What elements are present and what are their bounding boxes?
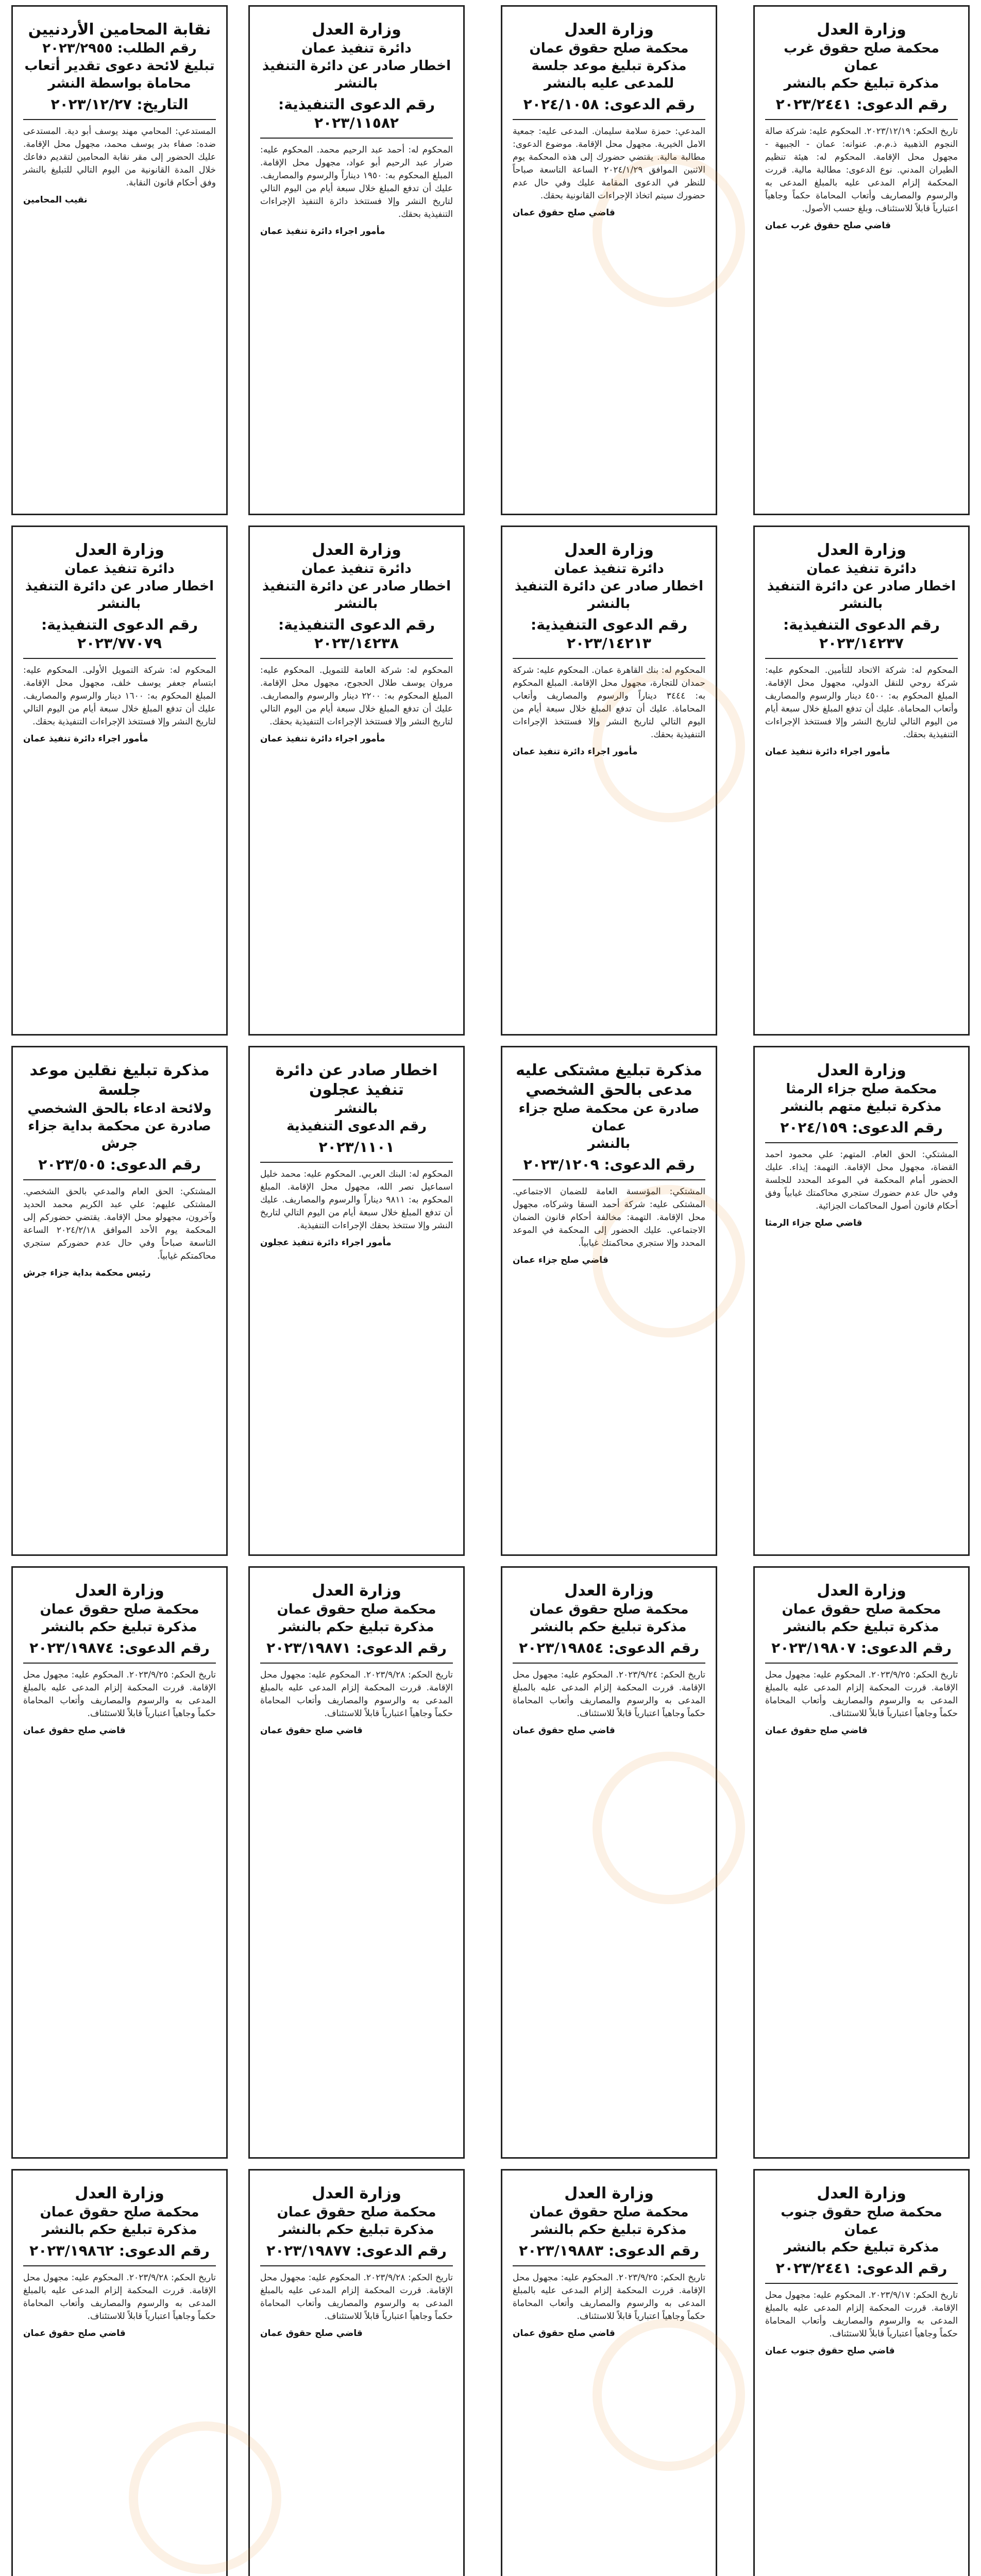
divider xyxy=(23,119,216,120)
notice-signer: مأمور اجراء دائرة تنفيذ عمان xyxy=(260,226,385,236)
notice-heading: وزارة العدل xyxy=(312,541,401,559)
notice-court: دائرة تنفيذ عمان xyxy=(64,561,175,577)
notice-signer: قاضي صلح حقوق عمان xyxy=(513,208,615,218)
notice-box xyxy=(753,2169,970,2576)
notice-box xyxy=(11,1046,228,1556)
notice-heading: نقابة المحامين الأردنيين xyxy=(28,21,211,39)
notice-type: مذكرة تبليغ موعد جلسة للمدعى عليه بالنشر xyxy=(531,58,687,91)
notice-case-number: ٢٠٢٣/١١٠١ xyxy=(318,1139,395,1156)
notice-court: صادرة عن محكمة صلح جزاء عمان xyxy=(518,1101,700,1134)
divider xyxy=(260,1162,453,1163)
divider xyxy=(513,1179,705,1180)
notice-type: مذكرة تبليغ حكم بالنشر xyxy=(784,2240,939,2255)
notice-court: محكمة صلح حقوق عمان xyxy=(529,41,689,56)
notice-case-number: رقم الدعوى: ٢٠٢٣/١٢٠٩ xyxy=(523,1156,695,1173)
notice-court: محكمة صلح حقوق عمان xyxy=(529,2205,689,2220)
notice-court: محكمة صلح حقوق عمان xyxy=(40,2205,199,2220)
notice-case-number: رقم الدعوى: ٢٠٢٣/١٩٨٨٣ xyxy=(519,2242,699,2259)
notice-heading: وزارة العدل xyxy=(564,541,654,559)
divider xyxy=(260,2265,453,2266)
notice-case-number: رقم الدعوى التنفيذية: ٢٠٢٣/٧٧٠٧٩ xyxy=(41,616,198,652)
divider xyxy=(513,2265,705,2266)
notice-case-number: رقم الدعوى التنفيذية: ٢٠٢٣/١٤٢٣٧ xyxy=(783,616,940,652)
notice-type: مذكرة تبليغ حكم بالنشر xyxy=(531,1619,687,1635)
notice-body-text: المحكوم له: شركة العامة للتمويل. المحكوم عليه: مروان يوسف طلال الحجوج، مجهول محل الإقامة. المبلغ المحكوم به: ٢٢٠٠ دينار والرسوم والمصاريف. عليك أن تدفع المبلغ خلال سبعة أيام من اليوم التالي لتاريخ النشر وإلا فستتخذ الإجراءات التنفيذية بحقك. xyxy=(260,665,453,727)
divider xyxy=(23,1663,216,1664)
notice-heading: وزارة العدل xyxy=(817,541,906,559)
notice-heading: وزارة العدل xyxy=(312,1582,401,1600)
notice-signer: قاضي صلح حقوق عمان xyxy=(513,2328,615,2338)
notice-box xyxy=(11,5,228,515)
watermark-ring-icon xyxy=(593,1185,745,1337)
notice-body-text: تاريخ الحكم: ٢٠٢٣/٩/٢٥. المحكوم عليه: مجهول محل الإقامة. قررت المحكمة إلزام المدعى عليه بالمبلغ المدعى به والرسوم والمصاريف وأتعاب المحاماة حكماً وجاهياً اعتبارياً قابلاً للاستئناف. xyxy=(765,1670,958,1719)
notice-court: دائرة تنفيذ عمان xyxy=(301,561,412,577)
notice-body-text: المحكوم له: أحمد عبد الرحيم محمد. المحكوم عليه: ضرار عبد الرحيم أبو عواد، مجهول محل الإقامة. المبلغ المحكوم به: ١٩٥٠ ديناراً والرسوم والمصاريف. عليك أن تدفع المبلغ خلال سبعة أيام من اليوم التالي لتاريخ النشر وإلا فستتخذ دائرة التنفيذ الإجراءات التنفيذية بحقك. xyxy=(260,145,453,219)
notice-case-number: رقم الدعوى: ٢٠٢٣/١٩٨٦٢ xyxy=(29,2242,210,2259)
notice-body-text: المحكوم له: بنك القاهرة عمان. المحكوم عليه: شركة حمدان للتجارة، مجهول محل الإقامة. المبلغ المحكوم به: ٣٤٤٤ ديناراً والرسوم والمصاريف وأتعاب المحاماة. عليك أن تدفع المبلغ خلال سبعة أيام من اليوم التالي لتاريخ النشر وإلا فستتخذ الإجراءات التنفيذية بحقك. xyxy=(513,665,705,740)
notice-signer: مأمور اجراء دائرة تنفيذ عمان xyxy=(765,747,890,757)
notice-body-text: المشتكي: الحق العام والمدعي بالحق الشخصي. المشتكى عليهم: علي عبد الكريم محمد الحديد وآخرون، مجهولو محل الإقامة. يقتضي حضوركم إلى المحكمة يوم الأحد الموافق ٢٠٢٤/٢/١٨ الساعة التاسعة صباحاً وفي حال عدم حضوركم ستجري محاكمتكم غيابياً. xyxy=(23,1187,216,1261)
notice-type: مذكرة تبليغ حكم بالنشر xyxy=(42,1619,197,1635)
watermark-ring-icon xyxy=(593,670,745,822)
notice-heading: وزارة العدل xyxy=(75,1582,164,1600)
notice-type: اخطار صادر عن دائرة التنفيذ بالنشر xyxy=(262,579,451,612)
notice-court: دائرة تنفيذ عمان xyxy=(301,41,412,56)
notice-type: اخطار صادر عن دائرة التنفيذ بالنشر xyxy=(767,579,956,612)
divider xyxy=(23,2265,216,2266)
notice-court: محكمة صلح حقوق جنوب عمان xyxy=(781,2205,942,2238)
notice-body-text: تاريخ الحكم: ٢٠٢٣/٩/٢٨. المحكوم عليه: مجهول محل الإقامة. قررت المحكمة إلزام المدعى عليه بالمبلغ المدعى به والرسوم والمصاريف وأتعاب المحاماة حكماً وجاهياً اعتبارياً قابلاً للاستئناف. xyxy=(23,2273,216,2321)
notice-signer: قاضي صلح جزاء عمان xyxy=(513,1255,608,1265)
notice-box xyxy=(248,5,465,515)
notice-signer: نقيب المحامين xyxy=(23,195,88,205)
notice-box xyxy=(11,526,228,1036)
notice-body-text: المستدعي: المحامي مهند يوسف أبو دية. المستدعى ضده: صفاء بدر يوسف محمد، مجهول محل الإقامة. عليك الحضور إلى مقر نقابة المحامين لتقديم دفاعك خلال المدة القانونية من اليوم التالي للتبليغ بالنشر وفق أحكام قانون النقابة. xyxy=(23,126,216,188)
notice-court: محكمة صلح حقوق عمان xyxy=(529,1602,689,1617)
notice-box xyxy=(11,1566,228,2159)
watermark-ring-icon xyxy=(593,2318,745,2471)
notice-case-number: رقم الدعوى: ٢٠٢٣/١٩٨٧٤ xyxy=(29,1639,210,1656)
notice-body-text: المحكوم له: شركة الاتحاد للتأمين. المحكوم عليه: شركة روحي للنقل الدولي، مجهول محل الإقامة. المبلغ المحكوم به: ٤٥٠٠ دينار والرسوم والمصاريف وأتعاب المحاماة. عليك أن تدفع المبلغ خلال سبعة أيام من اليوم التالي لتاريخ النشر وإلا فستتخذ الإجراءات التنفيذية بحقك. xyxy=(765,665,958,740)
notice-type: مذكرة تبليغ حكم بالنشر xyxy=(42,2222,197,2238)
notice-heading: اخطار صادر عن دائرة تنفيذ عجلون xyxy=(275,1061,438,1099)
notice-case-number: رقم الدعوى التنفيذية: ٢٠٢٣/١٤٢١٣ xyxy=(531,616,687,652)
notice-heading: وزارة العدل xyxy=(564,1582,654,1600)
notice-box xyxy=(753,1046,970,1556)
notice-signer: مأمور اجراء دائرة تنفيذ عمان xyxy=(23,734,148,744)
notice-type: صادرة عن محكمة بداية جزاء جرش xyxy=(28,1118,211,1151)
notice-type: اخطار صادر عن دائرة التنفيذ بالنشر xyxy=(25,579,214,612)
notice-case-number: رقم الدعوى التنفيذية: ٢٠٢٣/١١٥٨٢ xyxy=(278,96,435,131)
notice-signer: قاضي صلح حقوق عمان xyxy=(260,2328,363,2338)
notice-body-text: المشتكي: الحق العام. المتهم: علي محمود احمد القضاة، مجهول محل الإقامة. التهمة: إيذاء. عليك الحضور أمام المحكمة في الموعد المحدد للجلسة وفي حال عدم حضورك ستجري محاكمتك غيابياً وفق أحكام قانون أصول المحاكمات الجزائية. xyxy=(765,1149,958,1211)
divider xyxy=(765,119,958,120)
notice-court: رقم الطلب: ٢٠٢٣/٢٩٥٥ xyxy=(42,41,197,56)
notice-signer: رئيس محكمة بداية جزاء جرش xyxy=(23,1268,151,1278)
notice-court: بالنشر xyxy=(335,1101,378,1116)
divider xyxy=(23,658,216,659)
divider xyxy=(765,1663,958,1664)
notice-body-text: تاريخ الحكم: ٢٠٢٣/٩/٢٤. المحكوم عليه: مجهول محل الإقامة. قررت المحكمة إلزام المدعى عليه بالمبلغ المدعى به والرسوم والمصاريف وأتعاب المحاماة حكماً وجاهياً اعتبارياً قابلاً للاستئناف. xyxy=(513,1670,705,1719)
divider xyxy=(260,658,453,659)
notice-signer: قاضي صلح حقوق جنوب عمان xyxy=(765,2346,895,2356)
notice-heading: وزارة العدل xyxy=(817,1582,906,1600)
notice-heading: وزارة العدل xyxy=(75,541,164,559)
notice-case-number: رقم الدعوى: ٢٠٢٣/١٩٨٧٧ xyxy=(266,2242,447,2259)
notice-type: مذكرة تبليغ حكم بالنشر xyxy=(279,1619,434,1635)
notice-body-text: تاريخ الحكم: ٢٠٢٣/٩/٢٨. المحكوم عليه: مجهول محل الإقامة. قررت المحكمة إلزام المدعى عليه بالمبلغ المدعى به والرسوم والمصاريف وأتعاب المحاماة حكماً وجاهياً اعتبارياً قابلاً للاستئناف. xyxy=(260,1670,453,1719)
notice-court: محكمة صلح حقوق غرب عمان xyxy=(784,41,939,74)
notice-box xyxy=(248,1046,465,1556)
notice-case-number: رقم الدعوى التنفيذية: ٢٠٢٣/١٤٢٣٨ xyxy=(278,616,435,652)
notice-signer: مأمور اجراء دائرة تنفيذ عمان xyxy=(260,734,385,744)
notice-court: ولائحة ادعاء بالحق الشخصي xyxy=(27,1101,212,1116)
notice-signer: قاضي صلح حقوق عمان xyxy=(765,1725,868,1736)
notice-case-number: رقم الدعوى: ٢٠٢٣/٢٤٤١ xyxy=(775,2260,948,2277)
notice-court: محكمة صلح حقوق عمان xyxy=(277,1602,436,1617)
notice-heading: مذكرة تبليغ مشتكى عليه مدعى بالحق الشخصي xyxy=(516,1061,702,1099)
divider xyxy=(513,658,705,659)
notice-body-text: تاريخ الحكم: ٢٠٢٣/٩/١٧. المحكوم عليه: مجهول محل الإقامة. قررت المحكمة إلزام المدعى عليه بالمبلغ المدعى به والرسوم والمصاريف وأتعاب المحاماة حكماً وجاهياً اعتبارياً قابلاً للاستئناف. xyxy=(765,2290,958,2339)
notice-type: مذكرة تبليغ حكم بالنشر xyxy=(531,2222,687,2238)
notice-case-number: رقم الدعوى: ٢٠٢٣/١٩٨٠٧ xyxy=(771,1639,952,1656)
notice-heading: وزارة العدل xyxy=(817,1061,906,1079)
notice-type: اخطار صادر عن دائرة التنفيذ بالنشر xyxy=(514,579,704,612)
notice-court: محكمة صلح حقوق عمان xyxy=(277,2205,436,2220)
notice-heading: وزارة العدل xyxy=(564,2184,654,2202)
notice-box xyxy=(753,526,970,1036)
notice-case-number: رقم الدعوى: ٢٠٢٣/١٩٨٥٤ xyxy=(519,1639,699,1656)
notice-heading: وزارة العدل xyxy=(312,2184,401,2202)
notice-court: دائرة تنفيذ عمان xyxy=(806,561,917,577)
notice-type: اخطار صادر عن دائرة التنفيذ بالنشر xyxy=(262,58,451,91)
notice-case-number: رقم الدعوى: ٢٠٢٣/٢٤٤١ xyxy=(775,96,948,113)
watermark-ring-icon xyxy=(593,1752,745,1904)
notice-heading: وزارة العدل xyxy=(817,21,906,39)
divider xyxy=(260,138,453,139)
notice-heading: وزارة العدل xyxy=(75,2184,164,2202)
notice-type: رقم الدعوى التنفيذية xyxy=(286,1118,427,1134)
notice-heading: وزارة العدل xyxy=(817,2184,906,2202)
notice-case-number: رقم الدعوى: ٢٠٢٤/١٠٥٨ xyxy=(523,96,695,113)
notice-type: مذكرة تبليغ متهم بالنشر xyxy=(781,1099,942,1114)
notice-type: تبليغ لائحة دعوى تقدير أتعاب محاماة بواسطة النشر xyxy=(24,58,215,91)
notice-box xyxy=(248,1566,465,2159)
notice-type: مذكرة تبليغ حكم بالنشر xyxy=(279,2222,434,2238)
notice-body-text: تاريخ الحكم: ٢٠٢٣/١٢/١٩. المحكوم عليه: شركة صالة النجوم الذهبية ذ.م.م. عنوانه: عمان - الجبيهة - مجهول محل الإقامة. المحكوم له: هيئة تنظيم الطيران المدني. نوع الدعوى: مطالبة مالية. قررت المحكمة إلزام المدعى عليه بالمبلغ المدعى به والرسوم والمصاريف وأتعاب المحاماة حكماً وجاهياً اعتبارياً قابلاً للاستئناف، وبلغ حسب الأصول. xyxy=(765,126,958,214)
notice-signer: قاضي صلح حقوق عمان xyxy=(513,1725,615,1736)
notice-case-number: رقم الدعوى: ٢٠٢٣/٥٠٥ xyxy=(38,1156,201,1173)
watermark-ring-icon xyxy=(593,155,745,307)
notice-signer: مأمور اجراء دائرة تنفيذ عجلون xyxy=(260,1238,392,1248)
notice-body-text: تاريخ الحكم: ٢٠٢٣/٩/٢٥. المحكوم عليه: مجهول محل الإقامة. قررت المحكمة إلزام المدعى عليه بالمبلغ المدعى به والرسوم والمصاريف وأتعاب المحاماة حكماً وجاهياً اعتبارياً قابلاً للاستئناف. xyxy=(513,2273,705,2321)
notice-body-text: تاريخ الحكم: ٢٠٢٣/٩/٢٥. المحكوم عليه: مجهول محل الإقامة. قررت المحكمة إلزام المدعى عليه بالمبلغ المدعى به والرسوم والمصاريف وأتعاب المحاماة حكماً وجاهياً اعتبارياً قابلاً للاستئناف. xyxy=(23,1670,216,1719)
notice-heading: وزارة العدل xyxy=(312,21,401,39)
notice-box xyxy=(753,5,970,515)
divider xyxy=(765,2283,958,2284)
notice-signer: قاضي صلح حقوق عمان xyxy=(23,2328,126,2338)
watermark-ring-icon xyxy=(129,2421,281,2574)
divider xyxy=(513,1663,705,1664)
notice-signer: قاضي صلح حقوق غرب عمان xyxy=(765,221,891,231)
divider xyxy=(765,1142,958,1143)
notice-body-text: المدعي: حمزة سلامة سليمان. المدعى عليه: جمعية الامل الخيرية. مجهول محل الإقامة. موضوع الدعوى: مطالبة مالية. يقتضي حضورك إلى هذه المحكمة يوم الاثنين الموافق ٢٠٢٤/١/٢٩ الساعة التاسعة صباحاً للنظر في الدعوى المقامة عليك وفي حال عدم حضورك سيتم اتخاذ الإجراءات القانونية بحقك. xyxy=(513,126,705,201)
divider xyxy=(765,658,958,659)
notice-case-number: رقم الدعوى: ٢٠٢٣/١٩٨٧١ xyxy=(266,1639,447,1656)
notice-signer: مأمور اجراء دائرة تنفيذ عمان xyxy=(513,747,638,757)
notice-court: محكمة صلح جزاء الرمثا xyxy=(786,1081,937,1097)
notice-case-number: رقم الدعوى: ٢٠٢٤/١٥٩ xyxy=(780,1119,943,1136)
notice-box xyxy=(248,2169,465,2576)
notice-signer: قاضي صلح جزاء الرمثا xyxy=(765,1218,862,1228)
divider xyxy=(23,1179,216,1180)
notice-box xyxy=(753,1566,970,2159)
notice-type: بالنشر xyxy=(587,1136,631,1151)
notice-body-text: المحكوم له: شركة التمويل الأولى. المحكوم عليه: ابتسام جعفر يوسف خلف، مجهول محل الإقامة. المبلغ المحكوم به: ١٦٠٠ دينار والرسوم والمصاريف. عليك أن تدفع المبلغ خلال سبعة أيام من اليوم التالي لتاريخ النشر وإلا فستتخذ الإجراءات التنفيذية بحقك. xyxy=(23,665,216,727)
notice-body-text: المشتكي: المؤسسة العامة للضمان الاجتماعي. المشتكى عليه: شركة أحمد السقا وشركاه، مجهول محل الإقامة. التهمة: مخالفة أحكام قانون الضمان الاجتماعي. عليك الحضور إلى المحكمة في الموعد المحدد وإلا ستجري محاكمتك غيابياً. xyxy=(513,1187,705,1248)
divider xyxy=(260,1663,453,1664)
notice-heading: وزارة العدل xyxy=(564,21,654,39)
notice-body-text: المحكوم له: البنك العربي. المحكوم عليه: محمد خليل اسماعيل نصر الله، مجهول محل الإقامة. المبلغ المحكوم به: ٩٨١١ ديناراً والرسوم والمصاريف. عليك أن تدفع المبلغ خلال سبعة أيام من اليوم التالي لتاريخ النشر وإلا ستتخذ بحقك الإجراءات التنفيذية. xyxy=(260,1169,453,1231)
notice-heading: مذكرة تبليغ نقلين موعد جلسة xyxy=(29,1061,210,1099)
notice-signer: قاضي صلح حقوق عمان xyxy=(260,1725,363,1736)
notice-body-text: تاريخ الحكم: ٢٠٢٣/٩/٢٨. المحكوم عليه: مجهول محل الإقامة. قررت المحكمة إلزام المدعى عليه بالمبلغ المدعى به والرسوم والمصاريف وأتعاب المحاماة حكماً وجاهياً اعتبارياً قابلاً للاستئناف. xyxy=(260,2273,453,2321)
notice-case-number: التاريخ: ٢٠٢٣/١٢/٢٧ xyxy=(50,96,189,113)
notice-type: مذكرة تبليغ حكم بالنشر xyxy=(784,1619,939,1635)
divider xyxy=(513,119,705,120)
notice-signer: قاضي صلح حقوق عمان xyxy=(23,1725,126,1736)
notice-box xyxy=(248,526,465,1036)
notice-court: محكمة صلح حقوق عمان xyxy=(40,1602,199,1617)
notice-court: دائرة تنفيذ عمان xyxy=(554,561,664,577)
notice-court: محكمة صلح حقوق عمان xyxy=(782,1602,941,1617)
notice-type: مذكرة تبليغ حكم بالنشر xyxy=(784,76,939,91)
